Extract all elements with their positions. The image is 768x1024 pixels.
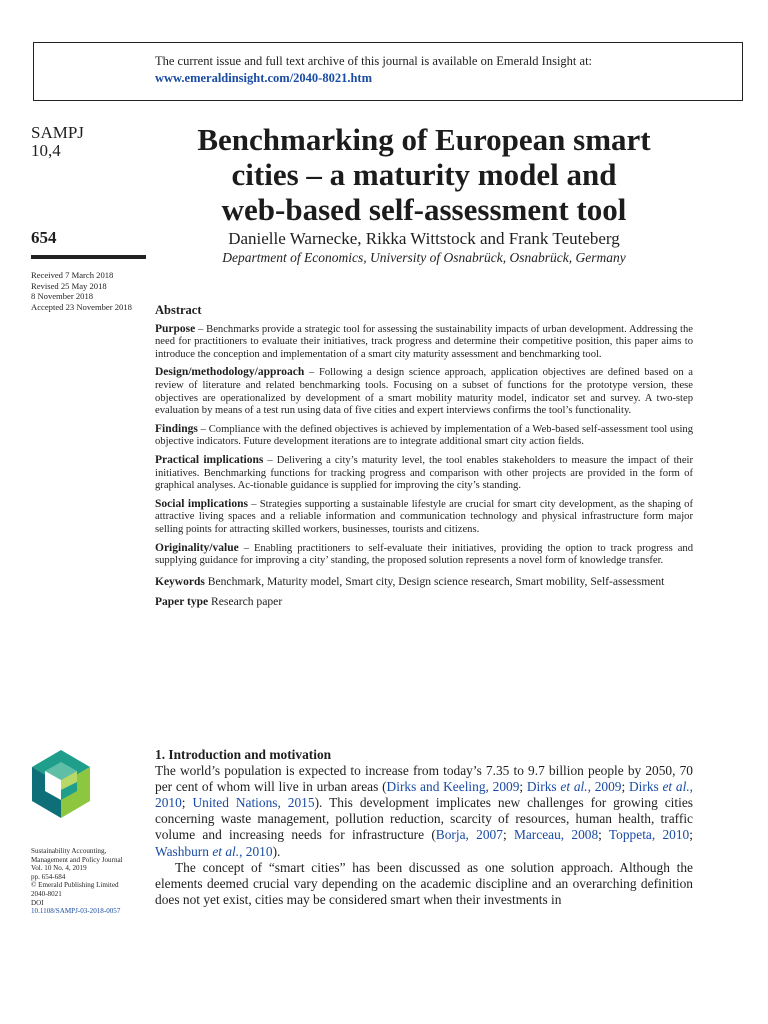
journal-archive-banner bbox=[33, 42, 743, 101]
intro-paragraph-2: The concept of “smart cities” has been discussed as one solution approach. Although the elements deemed crucial vary depending on the academic discipline and an overarching definition does not yet exist, cities may be considered smart when their investments in bbox=[155, 859, 693, 907]
date-revised-1: Revised 25 May 2018 bbox=[31, 280, 107, 291]
abstract-purpose bbox=[155, 323, 693, 362]
journal-url-link[interactable]: www.emeraldinsight.com/2040-8021.htm bbox=[155, 71, 372, 85]
title-line: web-based self-assessment tool bbox=[221, 192, 627, 227]
doi-label: DOI bbox=[31, 898, 44, 907]
date-accepted: Accepted 23 November 2018 bbox=[31, 301, 132, 312]
citation-line: © Emerald Publishing Limited bbox=[31, 881, 119, 890]
citation-link[interactable]: Toppeta, 2010 bbox=[608, 827, 690, 843]
paper-type-value: Research paper bbox=[211, 595, 283, 609]
abstract-findings bbox=[155, 423, 693, 449]
abstract-text: – Enabling practitioners to self-evaluate their initiatives, providing the option to track progress and supplying guidance for improving a city’ standing, the proposed solution represents a novel form of knowledge transfer. bbox=[155, 542, 693, 567]
abstract-label: Findings bbox=[155, 422, 198, 435]
doi-line bbox=[31, 899, 156, 916]
abstract-text: – Delivering a city’s maturity level, the tool enables stakeholders to measure the impact of their initiatives. Benchmarking functions for tracking progress and comparison with other projects are provided in the form of graphical analyses. Ac-tionable guidance is supplied for improving the city’s standing. bbox=[155, 454, 693, 492]
keywords bbox=[155, 575, 693, 590]
citation-link[interactable] bbox=[527, 779, 622, 794]
title-line: Benchmarking of European smart bbox=[197, 122, 651, 157]
abstract-label: Social implications bbox=[155, 497, 248, 510]
journal-code: SAMPJ bbox=[31, 123, 84, 142]
abstract-heading: Abstract bbox=[155, 303, 202, 317]
journal-volume bbox=[31, 124, 149, 160]
abstract-text: – Strategies supporting a sustainable lifestyle are crucial for smart city development, as the shaping of attractive living spaces and a reliable information and communication technology and physical infrastructure form major selling points for attracting skilled workers, businesses, tourists and citizens. bbox=[155, 498, 693, 535]
article-title bbox=[154, 122, 694, 227]
separator: ; bbox=[181, 795, 193, 811]
keywords-label: Keywords bbox=[155, 575, 205, 588]
abstract-label: Purpose bbox=[155, 322, 196, 335]
cite-etal: et al. bbox=[662, 779, 690, 795]
journal-citation bbox=[31, 847, 156, 916]
abstract-text: – Compliance with the defined objectives is achieved by implementation of a Web-based self-assessment tool using objective indicators. Future development iterations are to integrate additional smart city action fields. bbox=[155, 423, 693, 448]
cite-etal: et al. bbox=[212, 843, 240, 859]
body-text: The world’s population is expected to increase from today’s 7.35 to 9.7 billion people by 2050, 70 per cent of whom will live in urban areas ( bbox=[155, 763, 693, 795]
abstract-text: – Benchmarks provide a strategic tool for assessing the sustainability impacts of urban development. Addressing the need for practitioners to evaluate their initiatives, track progress and determine their competitive position, this paper aims to introduce the conception and implementation of a smart city maturity assessment and benchmarking tool. bbox=[155, 323, 693, 360]
paper-type bbox=[155, 595, 693, 610]
banner-text-block bbox=[155, 53, 725, 87]
abstract-label: Originality/value bbox=[155, 541, 239, 554]
cite-author: Washburn bbox=[155, 843, 213, 859]
abstract-social bbox=[155, 498, 693, 537]
cite-author: Dirks bbox=[526, 779, 561, 795]
banner-text: The current issue and full text archive of this journal is available on Emerald Insight at: bbox=[155, 54, 593, 68]
citation-line: Management and Policy Journal bbox=[31, 855, 123, 864]
citation-line: Vol. 10 No. 4, 2019 bbox=[31, 864, 87, 873]
cite-etal: et al. bbox=[560, 779, 588, 795]
doi-link[interactable]: 10.1108/SAMPJ-03-2018-0057 bbox=[31, 907, 121, 916]
abstract-practical bbox=[155, 454, 693, 493]
paper-type-label: Paper type bbox=[155, 596, 209, 609]
keywords-text: Benchmark, Maturity model, Smart city, Design science research, Smart mobility, Self-assessment bbox=[207, 574, 665, 588]
page-number: 654 bbox=[31, 228, 57, 247]
separator: ; bbox=[689, 827, 693, 843]
cite-year: , 2010 bbox=[155, 779, 694, 811]
author-list: Danielle Warnecke, Rikka Wittstock and Frank Teuteberg bbox=[228, 229, 620, 248]
title-line: cities – a maturity model and bbox=[231, 157, 617, 192]
intro-paragraph-1 bbox=[155, 763, 693, 860]
volume-issue: 10,4 bbox=[31, 141, 61, 160]
citation-line: Sustainability Accounting, bbox=[31, 847, 107, 855]
emerald-logo-icon bbox=[31, 750, 91, 818]
citation-line: pp. 654-684 bbox=[31, 872, 66, 881]
citation-link[interactable]: Borja, 2007 bbox=[435, 827, 503, 843]
date-received: Received 7 March 2018 bbox=[31, 270, 114, 280]
abstract-design bbox=[155, 366, 693, 417]
body-text: ). This development implicates new challenges for growing cities concerning waste management, pollution reduction, scarcity of resources, human health, traffic volume and increasing needs for infrastructure ( bbox=[155, 795, 693, 843]
separator: ; bbox=[598, 827, 609, 843]
citation-line: 2040-8021 bbox=[31, 889, 62, 898]
abstract-originality bbox=[155, 542, 693, 568]
date-revised-2: 8 November 2018 bbox=[31, 291, 94, 301]
abstract-label: Design/methodology/approach bbox=[155, 366, 305, 379]
section-heading: 1. Introduction and motivation bbox=[155, 747, 332, 762]
abstract bbox=[155, 304, 693, 610]
body-text: ). bbox=[272, 843, 281, 859]
author-affiliation: Department of Economics, University of Osnabrück, Osnabrück, Germany bbox=[222, 250, 626, 265]
citation-link[interactable] bbox=[155, 844, 273, 859]
submission-dates bbox=[31, 270, 156, 312]
page-number-rule bbox=[31, 255, 146, 259]
separator: ; bbox=[502, 827, 514, 843]
cite-year: , 2010 bbox=[239, 843, 273, 859]
abstract-text: – Following a design science approach, application objectives are defined based on a review of literature and related benchmarking tools. Focusing on a subset of functions for the prototype version, these objectives are operationalized by development of a smart mobility maturity model, indicator set and survey. A two-step evaluation by means of a test run using data of five cities and expert interviews confirms the tool’s functionality. bbox=[155, 367, 693, 417]
cite-author: Dirks bbox=[628, 779, 663, 795]
abstract-label: Practical implications bbox=[155, 453, 264, 466]
citation-link[interactable]: Dirks and Keeling, 2009 bbox=[386, 779, 520, 795]
introduction-section bbox=[155, 747, 693, 908]
separator: ; bbox=[621, 779, 629, 795]
citation-link[interactable]: Marceau, 2008 bbox=[513, 827, 599, 843]
cite-year: , 2009 bbox=[587, 779, 622, 795]
citation-link[interactable]: United Nations, 2015 bbox=[192, 795, 315, 811]
separator: ; bbox=[519, 779, 527, 795]
